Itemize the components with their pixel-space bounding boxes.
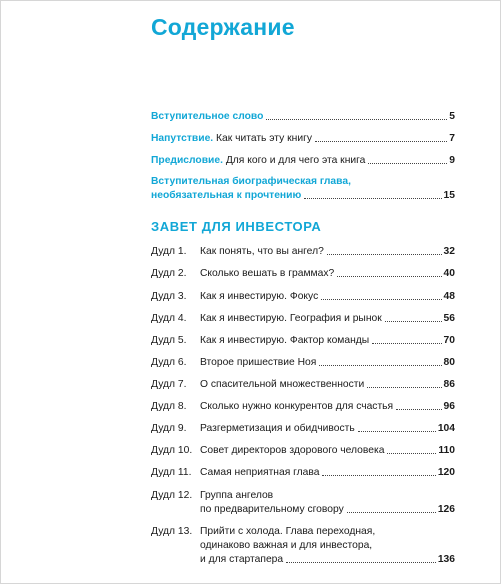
toc-entry-chapter-2[interactable] (200, 268, 455, 279)
chapter-label: Дудл 10. (151, 445, 193, 456)
toc-entry-title: необязательная к прочтению (151, 190, 302, 201)
toc-entry-title: Как понять, что вы ангел? (200, 246, 324, 257)
toc-entry-title: Сколько вешать в граммах? (200, 268, 335, 279)
toc-entry-chapter-6[interactable] (200, 357, 455, 368)
toc-page-number: 70 (443, 335, 455, 346)
toc-page-number: 15 (443, 190, 455, 201)
toc-entry-chapter-4[interactable] (200, 313, 455, 324)
toc-page-number: 7 (449, 133, 455, 144)
toc-entry-chapter-1[interactable] (200, 246, 455, 257)
chapter-label: Дудл 1. (151, 246, 187, 257)
toc-page-number: 136 (437, 554, 455, 565)
chapter-label: Дудл 11. (151, 467, 192, 478)
toc-entry-chapter-12-line1[interactable]: Группа ангелов (200, 490, 274, 501)
toc-entry-title: Вступительное слово (151, 111, 264, 122)
dot-leader (367, 387, 441, 388)
chapter-label: Дудл 7. (151, 379, 187, 390)
toc-entry-bio[interactable] (151, 190, 455, 201)
toc-entry-chapter-10[interactable] (200, 445, 455, 456)
chapter-label: Дудл 2. (151, 268, 187, 279)
chapter-label: Дудл 8. (151, 401, 187, 412)
dot-leader (396, 409, 441, 410)
dot-leader (322, 475, 435, 476)
chapter-label: Дудл 3. (151, 291, 187, 302)
chapter-label: Дудл 9. (151, 423, 187, 434)
toc-entry-chapter-3[interactable] (200, 291, 455, 302)
toc-entry-title: Как читать эту книгу (213, 133, 312, 144)
toc-page-number: 9 (449, 155, 455, 166)
toc-entry-title: Как я инвестирую. Фокус (200, 291, 319, 302)
dot-leader (286, 562, 436, 563)
toc-page-number: 110 (438, 445, 455, 456)
chapter-label: Дудл 5. (151, 335, 187, 346)
dot-leader (372, 343, 441, 344)
toc-page-number: 56 (443, 313, 455, 324)
dot-leader (337, 276, 441, 277)
toc-entry-chapter-13[interactable] (200, 554, 455, 565)
toc-entry-chapter-9[interactable] (200, 423, 455, 434)
dot-leader (347, 512, 436, 513)
dot-leader (304, 198, 441, 199)
dot-leader (315, 141, 447, 142)
toc-page-number: 5 (449, 111, 455, 122)
toc-page-number: 104 (437, 423, 455, 434)
toc-entry-title: Как я инвестирую. Фактор команды (200, 335, 370, 346)
toc-entry-title: Как я инвестирую. География и рынок (200, 313, 382, 324)
toc-entry-title: Самая неприятная глава (200, 467, 320, 478)
toc-entry-title: Второе пришествие Ноя (200, 357, 317, 368)
toc-entry-chapter-12[interactable] (200, 504, 455, 515)
toc-entry-chapter-13-line1[interactable]: Прийти с холода. Глава переходная, (200, 526, 376, 537)
dot-leader (319, 365, 441, 366)
toc-entry-title: О спасительной множественности (200, 379, 365, 390)
toc-entry-foreword[interactable] (151, 111, 455, 122)
toc-entry-parting-words[interactable] (151, 133, 455, 144)
toc-page-number: 96 (443, 401, 455, 412)
toc-entry-chapter-8[interactable] (200, 401, 455, 412)
toc-page-number: 32 (443, 246, 455, 257)
dot-leader (327, 254, 442, 255)
dot-leader (358, 431, 436, 432)
toc-page-number: 80 (443, 357, 455, 368)
toc-entry-title: по предварительному сговору (200, 504, 344, 515)
toc-entry-chapter-13-line2[interactable]: одинаково важная и для инвестора, (200, 540, 373, 551)
toc-page-number: 40 (443, 268, 455, 279)
dot-leader (385, 321, 442, 322)
toc-entry-chapter-11[interactable] (200, 467, 455, 478)
page-title: Содержание (151, 14, 295, 40)
toc-entry-accent: Напутствие. (151, 133, 214, 144)
toc-entry-title: Разгерметизация и обидчивость (200, 423, 355, 434)
dot-leader (266, 119, 447, 120)
chapter-label: Дудл 12. (151, 490, 193, 501)
chapter-label: Дудл 4. (151, 313, 187, 324)
toc-page-number: 126 (437, 504, 455, 515)
toc-entry-preface[interactable] (151, 155, 455, 166)
toc-entry-chapter-5[interactable] (200, 335, 455, 346)
toc-entry-bio-line1[interactable]: Вступительная биографическая глава, (151, 176, 351, 187)
toc-page-number: 48 (443, 291, 455, 302)
toc-entry-title: Совет директоров здорового человека (200, 445, 385, 456)
section-title: ЗАВЕТ ДЛЯ ИНВЕСТОРА (151, 219, 322, 234)
chapter-label: Дудл 13. (151, 526, 193, 537)
toc-page-number: 86 (443, 379, 455, 390)
toc-entry-title: и для стартапера (200, 554, 284, 565)
toc-entry-chapter-7[interactable] (200, 379, 455, 390)
toc-entry-accent: Предисловие. (151, 155, 223, 166)
toc-entry-title: Для кого и для чего эта книга (222, 155, 366, 166)
toc-page-number: 120 (437, 467, 455, 478)
dot-leader (387, 453, 436, 454)
chapter-label: Дудл 6. (151, 357, 187, 368)
dot-leader (321, 299, 441, 300)
toc-entry-title: Сколько нужно конкурентов для счастья (200, 401, 394, 412)
dot-leader (368, 163, 447, 164)
